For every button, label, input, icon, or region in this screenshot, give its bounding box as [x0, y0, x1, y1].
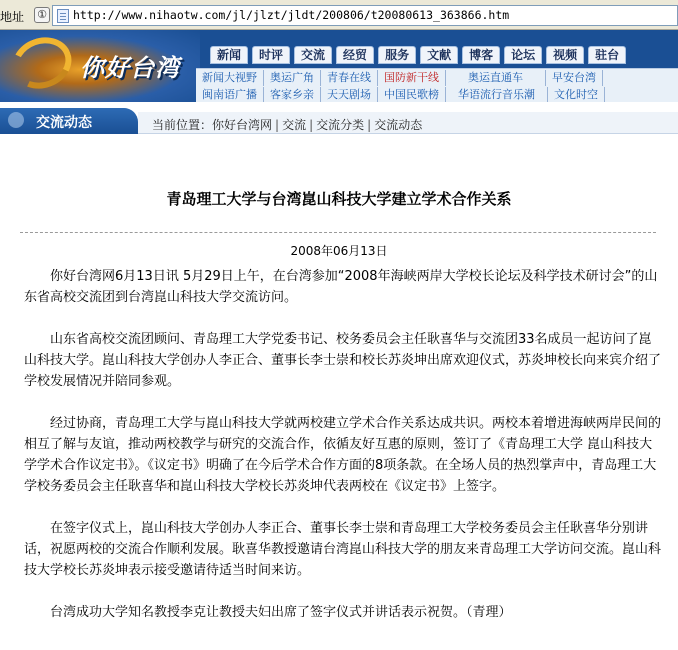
address-input[interactable] [52, 5, 678, 26]
nav-tab-video[interactable]: 视频 [546, 46, 584, 64]
section-label: 交流动态 [36, 115, 92, 131]
sub-nav-row [196, 87, 678, 102]
nav-tab-stationed[interactable]: 驻台 [588, 46, 626, 64]
article-date: 2008年06月13日 [290, 244, 388, 258]
breadcrumb-separator: | [367, 118, 372, 132]
sub-nav-link[interactable]: 中国民歌榜 [378, 87, 446, 102]
nav-tab-commentary[interactable]: 时评 [252, 46, 290, 64]
breadcrumb-separator: | [309, 118, 314, 132]
breadcrumb-prefix: 当前位置： [152, 118, 213, 132]
article-paragraph: 台湾成功大学知名教授李克让教授夫妇出席了签字仪式并讲话表示祝贺。（青理） [50, 605, 512, 620]
breadcrumb-link-home[interactable]: 你好台湾网 [212, 118, 273, 132]
breadcrumb-bar [0, 102, 678, 134]
article-paragraph: 在签字仪式上，崑山科技大学创办人李正合、董事长李士崇和青岛理工大学校务委员会主任耿喜华分别讲话，祝愿两校的交流合作顺利发展。耿喜华教授邀请台湾崑山科技大学的朋友来青岛理工大学访问交流。崑山科技大学校长苏炎坤表示接受邀请待适当时间来访。 [24, 521, 662, 578]
site-logo[interactable]: 你好台湾 [80, 53, 180, 82]
sub-nav-link[interactable]: 青春在线 [321, 70, 378, 86]
sub-nav-link[interactable]: 天天剧场 [321, 87, 378, 102]
sub-nav-link[interactable]: 奥运广角 [264, 70, 321, 86]
article-paragraph: 你好台湾网6月13日讯 5月29日上午，在台湾参加“2008年海峡两岸大学校长论坛及科学技术研讨会”的山东省高校交流团到台湾崑山科技大学交流访问。 [24, 269, 658, 305]
page-icon [57, 9, 69, 23]
site-header [0, 30, 678, 102]
nav-tab-trade[interactable]: 经贸 [336, 46, 374, 64]
article-body [24, 266, 664, 644]
nav-tab-documents[interactable]: 文献 [420, 46, 458, 64]
article-paragraph: 经过协商，青岛理工大学与崑山科技大学就两校建立学术合作关系达成共识。两校本着增进海峡两岸民间的相互了解与友谊，推动两校教学与研究的交流合作，依循友好互惠的原则，签订了《青岛理工大学 崑山科技大学学术合作议定书》。《议定书》明确了在今后学术合作方面的8项条款。在全场人员的热烈掌声中，青岛理工大学校务委员会主任耿喜华和崑山科技大学校长苏炎坤代表两校在《议定书》上签字。 [24, 416, 662, 494]
nav-tab-service[interactable]: 服务 [378, 46, 416, 64]
address-bar [0, 0, 678, 30]
section-tab [0, 108, 138, 134]
nav-tab-forum[interactable]: 论坛 [504, 46, 542, 64]
nav-tab-news[interactable]: 新闻 [210, 46, 248, 64]
logo-swirl-icon [5, 30, 78, 97]
sub-nav-link[interactable]: 客家乡亲 [264, 87, 321, 102]
nav-tab-exchange[interactable]: 交流 [294, 46, 332, 64]
sub-nav-link[interactable]: 早安台湾 [546, 70, 603, 86]
breadcrumb-link-category[interactable]: 交流分类 [316, 118, 365, 132]
sub-nav-link[interactable]: 新闻大视野 [196, 70, 264, 86]
sub-nav [196, 68, 678, 102]
title-divider [20, 232, 656, 233]
article-title: 青岛理工大学与台湾崑山科技大学建立学术合作关系 [166, 190, 512, 208]
sub-nav-link[interactable]: 国防新干线 [378, 70, 446, 86]
breadcrumb-separator: | [275, 118, 280, 132]
breadcrumb-link-news[interactable]: 交流动态 [374, 118, 423, 132]
address-url[interactable]: http://www.nihaotw.com/jl/jlzt/jldt/200806/t20080613_363866.htm [73, 8, 510, 22]
address-dropdown-button[interactable]: ① [34, 7, 50, 23]
address-label: 地址 [0, 10, 25, 24]
sub-nav-row [196, 70, 678, 86]
breadcrumb-link-exchange[interactable]: 交流 [282, 118, 307, 132]
nav-tab-blog[interactable]: 博客 [462, 46, 500, 64]
sub-nav-link[interactable]: 文化时空 [548, 87, 605, 102]
breadcrumb [152, 116, 422, 133]
banner-art [0, 30, 200, 102]
sub-nav-link[interactable]: 华语流行音乐潮 [446, 87, 548, 102]
decor-dot-icon [8, 112, 24, 128]
article-paragraph: 山东省高校交流团顾问、青岛理工大学党委书记、校务委员会主任耿喜华与交流团33名成员一起访问了崑山科技大学。崑山科技大学创办人李正合、董事长李士崇和校长苏炎坤出席欢迎仪式，苏炎坤校长向来宾介绍了学校发展情况并陪同参观。 [24, 332, 662, 389]
top-nav [210, 46, 678, 64]
sub-nav-link[interactable]: 闽南语广播 [196, 87, 264, 102]
sub-nav-link[interactable]: 奥运直通车 [446, 70, 546, 86]
